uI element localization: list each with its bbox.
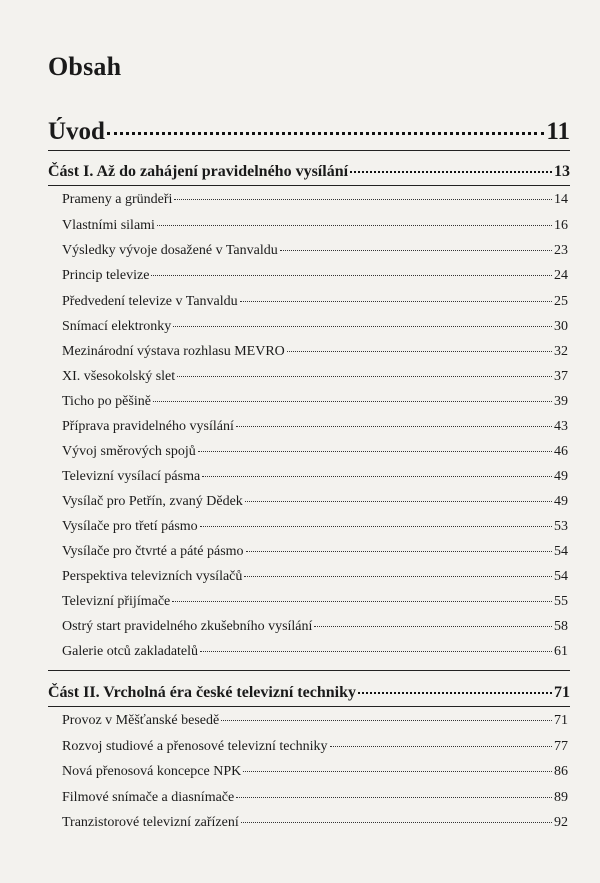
toc-item-label: Prameny a gründeři xyxy=(62,192,173,207)
toc-item-page: 49 xyxy=(554,469,568,484)
toc-item xyxy=(62,394,568,410)
toc-item xyxy=(62,344,568,360)
dot-leader xyxy=(280,250,552,251)
separator-line xyxy=(48,150,570,151)
toc-item xyxy=(62,319,568,335)
toc-item-page: 43 xyxy=(554,419,568,434)
toc-item-label: Princip televize xyxy=(62,268,150,283)
toc-intro xyxy=(48,118,570,146)
toc-item-label: Výsledky vývoje dosažené v Tanvaldu xyxy=(62,243,278,258)
toc-item xyxy=(62,544,568,560)
toc-item-page: 16 xyxy=(554,218,568,233)
dot-leader xyxy=(153,401,552,402)
dot-leader xyxy=(174,199,552,200)
toc-item-page: 54 xyxy=(554,569,568,584)
dot-leader xyxy=(350,171,552,173)
dot-leader xyxy=(177,376,552,377)
dot-leader xyxy=(236,797,552,798)
toc-item xyxy=(62,444,568,460)
toc-item xyxy=(62,815,568,831)
toc-item-label: XI. všesokolský slet xyxy=(62,369,176,384)
dot-leader xyxy=(107,132,544,135)
toc-item-label: Perspektiva televizních vysílačů xyxy=(62,569,243,584)
toc-part-heading xyxy=(48,163,570,181)
toc-item-page: 46 xyxy=(554,444,568,459)
dot-leader xyxy=(246,551,552,552)
dot-leader xyxy=(221,720,552,721)
toc-item xyxy=(62,192,568,208)
toc-item-page: 92 xyxy=(554,815,568,830)
dot-leader xyxy=(200,651,552,652)
toc-item-label: Snímací elektronky xyxy=(62,319,172,334)
dot-leader xyxy=(172,601,552,602)
toc-item-label: Příprava pravidelného vysílání xyxy=(62,419,234,434)
dot-leader xyxy=(202,476,552,477)
toc-item-page: 53 xyxy=(554,519,568,534)
toc-item-page: 58 xyxy=(554,619,568,634)
toc-item xyxy=(62,494,568,510)
toc-item-label: Televizní přijímače xyxy=(62,594,171,609)
dot-leader xyxy=(243,771,552,772)
dot-leader xyxy=(241,822,552,823)
separator-line xyxy=(48,706,570,707)
toc-part-page: 71 xyxy=(554,684,570,701)
dot-leader xyxy=(330,746,552,747)
toc-item-page: 39 xyxy=(554,394,568,409)
toc-item-page: 23 xyxy=(554,243,568,258)
toc-item-page: 55 xyxy=(554,594,568,609)
toc-item xyxy=(62,469,568,485)
toc-item-label: Ostrý start pravidelného zkušebního vysílání xyxy=(62,619,313,634)
toc-item-page: 37 xyxy=(554,369,568,384)
toc-item-label: Vysílače pro třetí pásmo xyxy=(62,519,198,534)
toc-item-page: 61 xyxy=(554,644,568,659)
toc-item-page: 32 xyxy=(554,344,568,359)
toc-item-label: Předvedení televize v Tanvaldu xyxy=(62,294,238,309)
separator-line xyxy=(48,670,570,671)
toc-item xyxy=(62,419,568,435)
toc-item-page: 24 xyxy=(554,268,568,283)
toc-part-label: Část I. Až do zahájení pravidelného vysílání xyxy=(48,163,349,180)
toc-item-page: 89 xyxy=(554,790,568,805)
dot-leader xyxy=(244,576,552,577)
toc-item-label: Provoz v Měšťanské besedě xyxy=(62,713,220,728)
dot-leader xyxy=(151,275,552,276)
dot-leader xyxy=(198,451,552,452)
toc-item xyxy=(62,739,568,755)
toc-item-label: Rozvoj studiové a přenosové televizní techniky xyxy=(62,739,328,754)
toc-item-page: 30 xyxy=(554,319,568,334)
toc-item-page: 71 xyxy=(554,713,568,728)
toc-item xyxy=(62,294,568,310)
toc-item xyxy=(62,268,568,284)
toc-intro-page: 11 xyxy=(546,118,570,145)
toc-item-label: Vývoj směrových spojů xyxy=(62,444,196,459)
toc-item-page: 86 xyxy=(554,764,568,779)
page-title: Obsah xyxy=(48,52,122,81)
toc-item-label: Nová přenosová koncepce NPK xyxy=(62,764,242,779)
toc-item-page: 14 xyxy=(554,192,568,207)
toc-part-label: Část II. Vrcholná éra české televizní techniky xyxy=(48,684,356,701)
toc-part-page: 13 xyxy=(554,163,570,180)
dot-leader xyxy=(358,692,552,694)
toc-item xyxy=(62,243,568,259)
toc-item xyxy=(62,569,568,585)
dot-leader xyxy=(200,526,552,527)
toc-item-page: 77 xyxy=(554,739,568,754)
toc-item xyxy=(62,369,568,385)
toc-item-label: Vysílače pro čtvrté a páté pásmo xyxy=(62,544,244,559)
toc-item xyxy=(62,790,568,806)
dot-leader xyxy=(314,626,552,627)
toc-item-label: Galerie otců zakladatelů xyxy=(62,644,199,659)
toc-part-heading xyxy=(48,684,570,702)
dot-leader xyxy=(173,326,552,327)
toc-item-label: Vysílač pro Petřín, zvaný Dědek xyxy=(62,494,243,509)
toc-item-page: 49 xyxy=(554,494,568,509)
dot-leader xyxy=(245,501,552,502)
toc-item xyxy=(62,519,568,535)
dot-leader xyxy=(240,301,552,302)
toc-item-label: Mezinárodní výstava rozhlasu MEVRO xyxy=(62,344,285,359)
toc-item-label: Vlastními silami xyxy=(62,218,155,233)
toc-item xyxy=(62,218,568,234)
toc-item-label: Filmové snímače a diasnímače xyxy=(62,790,235,805)
dot-leader xyxy=(236,426,552,427)
toc-item xyxy=(62,619,568,635)
toc-item xyxy=(62,713,568,729)
toc-item xyxy=(62,594,568,610)
toc-item-label: Ticho po pěšině xyxy=(62,394,151,409)
toc-item-label: Televizní vysílací pásma xyxy=(62,469,201,484)
toc-item-label: Tranzistorové televizní zařízení xyxy=(62,815,239,830)
toc-item xyxy=(62,644,568,660)
dot-leader xyxy=(287,351,552,352)
separator-line xyxy=(48,185,570,186)
toc-item xyxy=(62,764,568,780)
toc-intro-label: Úvod xyxy=(48,118,105,145)
toc-item-page: 25 xyxy=(554,294,568,309)
toc-item-page: 54 xyxy=(554,544,568,559)
dot-leader xyxy=(157,225,552,226)
